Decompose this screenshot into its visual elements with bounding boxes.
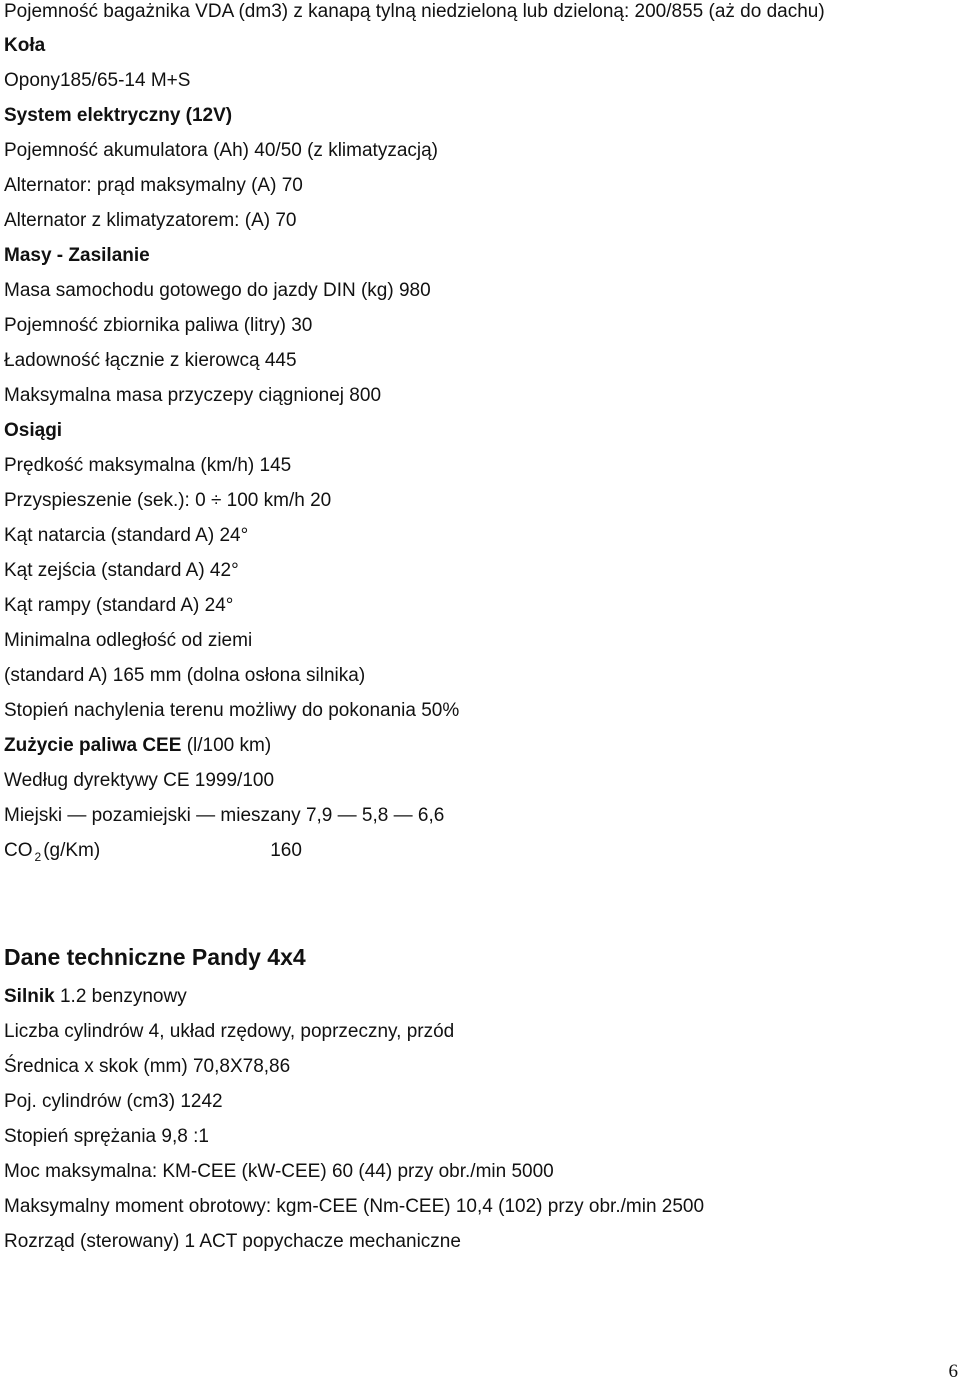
gradient-line: Stopień nachylenia terenu możliwy do pokonania 50%	[4, 700, 460, 721]
valvetrain-line: Rozrząd (sterowany) 1 ACT popychacze mechaniczne	[4, 1231, 461, 1252]
departure-angle-line: Kąt zejścia (standard A) 42°	[4, 560, 239, 581]
max-torque-line: Maksymalny moment obrotowy: kgm-CEE (Nm-CEE) 10,4 (102) przy obr./min 2500	[4, 1196, 705, 1217]
approach-angle-line: Kąt natarcia (standard A) 24°	[4, 525, 249, 546]
payload-line: Ładowność łącznie z kierowcą 445	[4, 350, 297, 371]
page-number: 6	[948, 1361, 958, 1382]
engine-value: 1.2 benzynowy	[59, 986, 187, 1007]
curb-weight-line: Masa samochodu gotowego do jazdy DIN (kg) 980	[4, 280, 431, 301]
ground-clearance-line: Minimalna odległość od ziemi	[4, 630, 253, 651]
alternator-current-line: Alternator: prąd maksymalny (A) 70	[4, 175, 303, 196]
fuel-tank-line: Pojemność zbiornika paliwa (litry) 30	[4, 315, 313, 336]
consumption-values-line: Miejski — pozamiejski — mieszany 7,9 — 5,8 — 6,6	[4, 805, 445, 826]
directive-line: Według dyrektywy CE 1999/100	[4, 770, 275, 791]
section-heading-wheels: Koła	[4, 35, 46, 56]
max-power-line: Moc maksymalna: KM-CEE (kW-CEE) 60 (44) przy obr./min 5000	[4, 1161, 554, 1182]
section-heading-performance: Osiągi	[4, 420, 63, 441]
section-heading-mass: Masy - Zasilanie	[4, 245, 150, 266]
battery-capacity-line: Pojemność akumulatora (Ah) 40/50 (z klimatyzacją)	[4, 140, 439, 161]
tyres-line: Opony185/65-14 M+S	[4, 70, 191, 91]
alternator-ac-line: Alternator z klimatyzatorem: (A) 70	[4, 210, 297, 231]
bore-stroke-line: Średnica x skok (mm) 70,8X78,86	[4, 1056, 291, 1077]
co2-unit: (g/Km)	[43, 840, 101, 861]
engine-line	[4, 985, 187, 1009]
co2-label: CO	[4, 840, 33, 861]
compression-line: Stopień sprężania 9,8 :1	[4, 1126, 209, 1147]
acceleration-line: Przyspieszenie (sek.): 0 ÷ 100 km/h 20	[4, 490, 332, 511]
section-heading-electrical: System elektryczny (12V)	[4, 105, 233, 126]
fuel-consumption-unit: (l/100 km)	[186, 735, 272, 756]
co2-value: 160	[270, 840, 302, 861]
trunk-capacity-line: Pojemność bagażnika VDA (dm3) z kanapą tylną niedzieloną lub dzieloną: 200/855 (aż do dachu)	[4, 1, 825, 22]
co2-subscript: 2	[34, 850, 42, 864]
ramp-angle-line: Kąt rampy (standard A) 24°	[4, 595, 234, 616]
engine-label: Silnik	[4, 986, 55, 1007]
cylinders-line: Liczba cylindrów 4, układ rzędowy, poprzeczny, przód	[4, 1021, 455, 1042]
fuel-consumption-heading	[4, 734, 271, 758]
max-speed-line: Prędkość maksymalna (km/h) 145	[4, 455, 292, 476]
section-title-pandy-4x4: Dane techniczne Pandy 4x4	[4, 944, 306, 970]
fuel-consumption-label: Zużycie paliwa CEE	[4, 735, 182, 756]
co2-line	[4, 839, 302, 864]
ground-clearance-detail-line: (standard A) 165 mm (dolna osłona silnika)	[4, 665, 366, 686]
displacement-line: Poj. cylindrów (cm3) 1242	[4, 1091, 223, 1112]
trailer-mass-line: Maksymalna masa przyczepy ciągnionej 800	[4, 385, 382, 406]
